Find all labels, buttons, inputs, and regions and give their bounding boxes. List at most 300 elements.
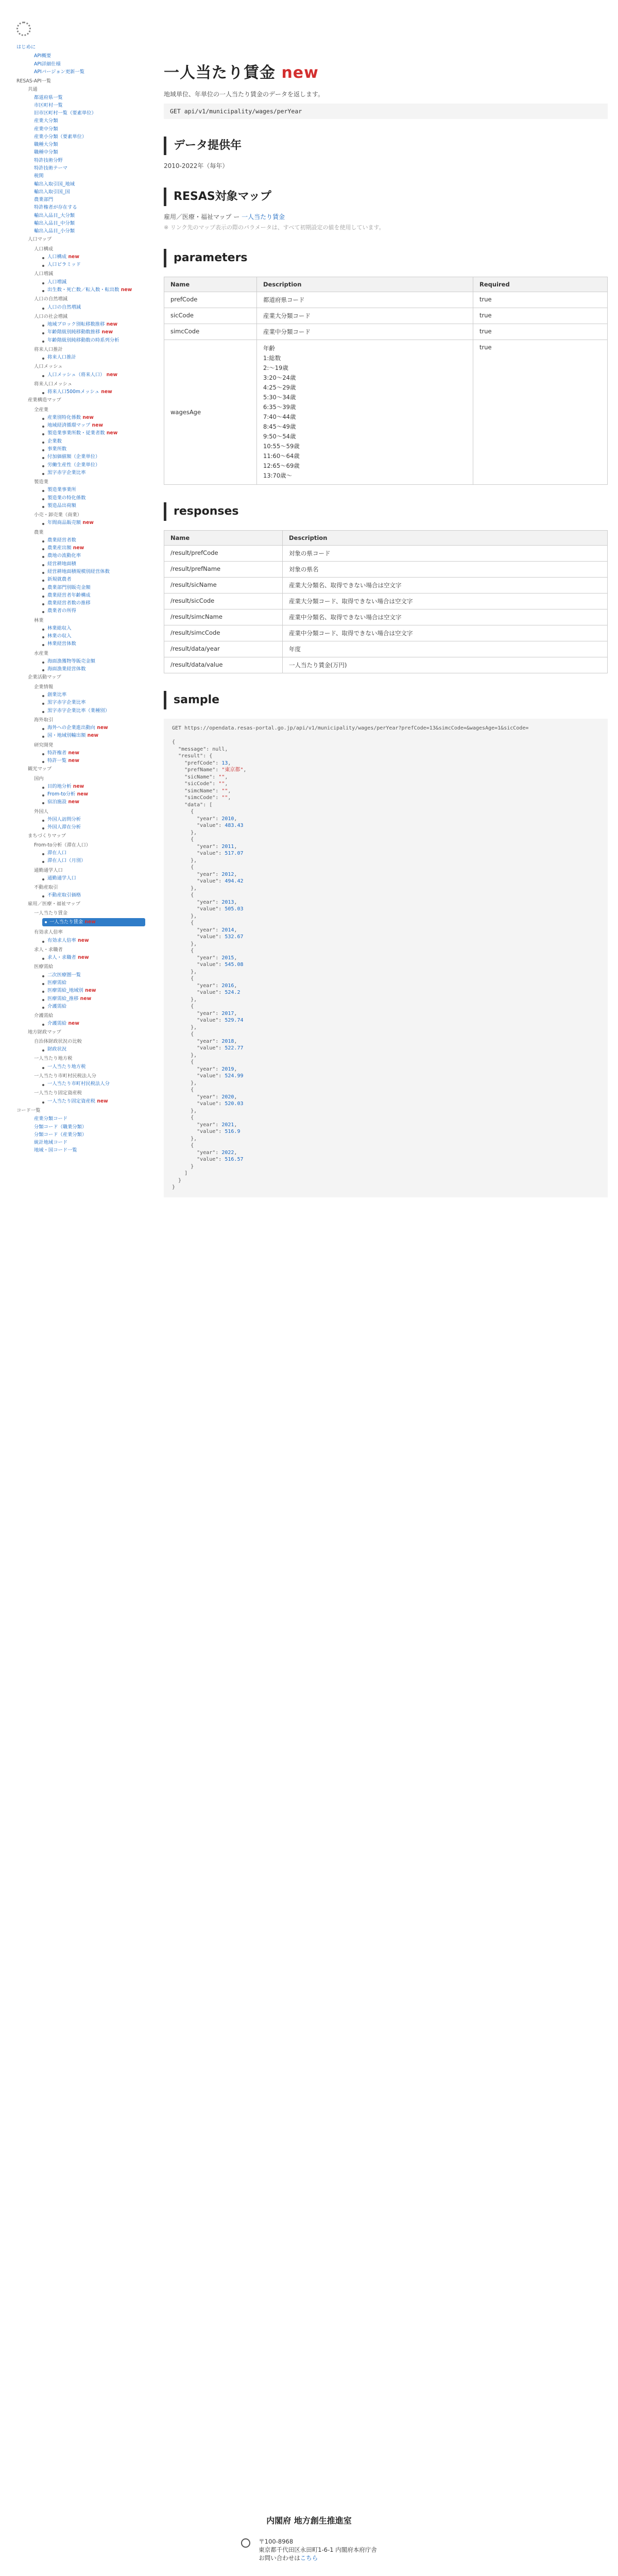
nav-link[interactable] — [42, 988, 149, 994]
nav-link[interactable] — [42, 725, 149, 731]
nav-label: 産業中分類 — [34, 126, 58, 132]
nav-label: 製造業事業所数・従業者数 — [47, 430, 105, 436]
nav-label: 将来人口メッシュ — [34, 381, 73, 387]
response-description: 対象の県名 — [283, 562, 608, 578]
year-text: 2010-2022年（毎年） — [164, 162, 229, 170]
nav-label: 一人当たり市町村民税法人分 — [34, 1073, 96, 1079]
nav-link[interactable] — [42, 918, 145, 926]
nav-label: 国・地域別輸出額 — [47, 733, 86, 739]
wages-age-option: 1:総数 — [263, 354, 281, 362]
response-row — [164, 594, 608, 609]
nav-link[interactable] — [34, 189, 149, 195]
nav-label: 職種大分類 — [34, 142, 58, 148]
nav-link[interactable] — [42, 1004, 149, 1010]
nav-link[interactable] — [42, 372, 149, 378]
nav-new-badge: new — [66, 758, 79, 764]
nav-label: 不動産取引 — [34, 885, 58, 891]
nav-label: 農地の流動化率 — [47, 553, 81, 559]
nav-link[interactable] — [42, 287, 149, 293]
nav-label: 創業比率 — [47, 691, 67, 698]
nav-label: 産業構造マップ — [28, 397, 61, 403]
nav-link[interactable] — [34, 221, 149, 227]
response-description: 産業大分類コード、取得できない場合は空文字 — [283, 594, 608, 609]
nav-link[interactable] — [34, 103, 149, 109]
nav-link[interactable] — [34, 1124, 149, 1130]
nav-label: 特許技術テーマ — [34, 165, 68, 171]
nav-label: 企業活動マップ — [28, 674, 61, 681]
wages-age-option: 4:25～29歳 — [263, 384, 296, 391]
new-badge: new — [281, 64, 319, 82]
nav-label: 製造業事業所 — [47, 487, 76, 493]
nav-label: 人口増減 — [34, 271, 54, 277]
nav-label: 企業情報 — [34, 684, 54, 690]
nav-section-heading — [34, 842, 149, 849]
nav-label: 将来人口推計 — [47, 354, 76, 361]
param-col-name: Name — [164, 277, 257, 292]
nav-section-heading — [34, 1039, 149, 1045]
nav-label: 黒字赤字企業比率 — [47, 469, 86, 476]
wages-age-option: 12:65～69歳 — [263, 462, 300, 469]
nav-label: 一人当たり地方税 — [47, 1063, 86, 1070]
response-name: /result/simcCode — [164, 625, 283, 641]
nav-label: 林業総収入 — [47, 625, 72, 631]
nav-link[interactable] — [42, 875, 149, 882]
wages-age-option: 5:30～34歳 — [263, 394, 296, 401]
nav-link[interactable] — [34, 134, 149, 140]
nav-link[interactable] — [42, 262, 149, 268]
sidebar — [0, 0, 154, 2452]
nav-new-badge: new — [81, 414, 94, 420]
nav-link[interactable] — [34, 197, 149, 203]
nav-label: 労働生産性（企業単位） — [47, 462, 100, 468]
nav-label: 人口マップ — [28, 236, 52, 243]
footer-contact-text: お問い合わせは — [259, 2554, 300, 2562]
nav-new-badge: new — [85, 733, 99, 739]
nav-link[interactable] — [42, 422, 149, 429]
response-row — [164, 578, 608, 594]
param-name: sicCode — [164, 308, 257, 324]
nav-link[interactable] — [34, 228, 149, 234]
nav-label: 特許権者 — [47, 750, 67, 756]
nav-label: 海面漁獲物等販売金額 — [47, 658, 95, 664]
nav-link[interactable] — [42, 784, 149, 790]
resas-logo-icon[interactable] — [16, 22, 31, 36]
param-description: 都道府県コード — [257, 292, 473, 308]
nav-new-badge: new — [100, 329, 113, 335]
footer-title: 内閣府 地方創生推進室 — [266, 2516, 352, 2526]
nav-label: 介護需給 — [34, 1013, 54, 1019]
nav-link[interactable] — [42, 577, 149, 583]
response-name: /result/simcName — [164, 609, 283, 625]
nav-section-heading — [28, 833, 149, 839]
response-name: /result/data/year — [164, 641, 283, 657]
nav-link[interactable] — [42, 658, 149, 665]
resas-map-link[interactable]: 一人当たり賃金 — [242, 213, 285, 221]
nav-link[interactable] — [42, 487, 149, 493]
nav-label: 産業小分類（要素単位） — [34, 133, 87, 140]
nav-label: コード一覧 — [16, 1108, 41, 1113]
nav-label: 黒字赤字企業比率 — [47, 700, 86, 706]
nav-label: API詳細仕様 — [34, 61, 61, 67]
footer-postal: 〒100-8968 — [259, 2538, 294, 2545]
nav-label: 地域経済循環マップ — [47, 422, 91, 429]
nav-link[interactable] — [34, 165, 149, 172]
nav-label: RESAS-API一覧 — [16, 78, 52, 84]
footer — [0, 2514, 618, 2576]
nav-link[interactable] — [16, 44, 149, 50]
nav-label: 一人当たり賃金 — [49, 919, 83, 925]
nav-link[interactable] — [42, 537, 149, 544]
nav-link[interactable] — [34, 53, 149, 59]
footer-address: 東京都千代田区永田町1-6-1 内閣府本府庁舎 — [259, 2546, 377, 2553]
nav-link[interactable] — [42, 625, 149, 632]
nav-section-heading — [34, 618, 149, 624]
nav-link[interactable] — [42, 1081, 149, 1087]
nav-label: 一人当たり地方税 — [34, 1056, 73, 1062]
wages-age-option: 10:55～59歳 — [263, 443, 300, 450]
nav-label: 将来人口推計 — [34, 346, 63, 352]
nav-link[interactable] — [42, 666, 149, 672]
nav-label: 通勤通学人口 — [47, 875, 76, 881]
response-row — [164, 609, 608, 625]
nav-label: 統計地域コード — [34, 1140, 68, 1146]
nav-link[interactable] — [42, 438, 149, 445]
nav-link[interactable] — [42, 708, 149, 714]
nav-section-heading — [34, 347, 149, 353]
nav-link[interactable] — [34, 205, 149, 211]
nav-label: 滞在人口（月別） — [47, 858, 86, 864]
wages-age-option: 9:50～54歳 — [263, 433, 296, 440]
nav-label: From-to分析（滞在人口） — [34, 842, 91, 848]
param-description — [257, 340, 473, 485]
footer-contact-link[interactable]: こちら — [300, 2554, 318, 2562]
nav-link[interactable] — [42, 354, 149, 361]
nav-link[interactable] — [42, 996, 149, 1002]
response-description: 一人当たり賃金(万円) — [283, 657, 608, 673]
param-row — [164, 340, 608, 485]
nav-new-badge: new — [78, 995, 92, 1002]
nav-label: 人口ピラミッド — [47, 262, 81, 268]
nav-link[interactable] — [42, 446, 149, 452]
nav-link[interactable] — [42, 799, 149, 805]
nav-link[interactable] — [42, 389, 149, 395]
nav-link[interactable] — [42, 592, 149, 599]
nav-link[interactable] — [42, 585, 149, 591]
nav-new-badge: new — [95, 1098, 108, 1104]
response-row — [164, 657, 608, 673]
nav-link[interactable] — [34, 1147, 149, 1154]
nav-link[interactable] — [42, 329, 149, 335]
nav-link[interactable] — [42, 545, 149, 551]
nav-new-badge: new — [119, 286, 132, 293]
nav-label: 経営耕地面積 — [47, 561, 76, 567]
nav-label: 求人・求職者 — [34, 946, 63, 953]
param-required: true — [473, 292, 608, 308]
nav-link[interactable] — [34, 1132, 149, 1138]
nav-label: 地域・国コード一覧 — [34, 1147, 77, 1154]
nav-label: 医療需給 — [47, 980, 67, 986]
nav-link[interactable] — [34, 69, 149, 75]
nav-link[interactable] — [42, 733, 149, 739]
nav-label: 農業者の所得 — [47, 608, 76, 614]
nav-section-heading — [34, 929, 149, 936]
nav-link[interactable] — [42, 520, 149, 526]
nav-new-badge: new — [99, 389, 112, 395]
nav-label: 特許一覧 — [47, 758, 67, 764]
nav-link[interactable] — [42, 641, 149, 647]
wages-age-option: 7:40～44歳 — [263, 413, 296, 420]
nav-section-heading — [34, 964, 149, 970]
nav-label: 滞在人口 — [47, 850, 67, 856]
sample-heading: sample — [164, 691, 608, 709]
nav-link[interactable] — [42, 955, 149, 961]
nav-section-heading — [34, 407, 149, 413]
nav-label: 輸出入品目_大分類 — [34, 212, 75, 218]
nav-new-badge: new — [90, 422, 104, 429]
response-row — [164, 641, 608, 657]
nav-section-heading — [28, 236, 149, 243]
nav-label: 全産業 — [34, 406, 48, 413]
param-row — [164, 308, 608, 324]
nav-link[interactable] — [42, 608, 149, 614]
nav-label: 農業部門別販売金額 — [47, 584, 91, 590]
nav-link[interactable] — [42, 972, 149, 978]
nav-label: 外国人 — [34, 808, 48, 815]
nav-link[interactable] — [42, 1046, 149, 1053]
nav-new-badge: new — [66, 1021, 79, 1027]
parameters-heading: parameters — [164, 249, 608, 267]
nav-link[interactable] — [34, 149, 149, 156]
nav-label: 企業数 — [47, 438, 62, 444]
nav-label: 出生数・死亡数／転入数・転出数 — [47, 286, 119, 293]
nav-label: はじめに — [16, 44, 36, 50]
response-name: /result/sicName — [164, 578, 283, 594]
wages-age-option: 6:35～39歳 — [263, 403, 296, 411]
param-row — [164, 324, 608, 340]
resas-map-prefix: 雇用／医療・福祉マップ ー — [164, 213, 242, 221]
nav-label: 農業経営者年齢構成 — [47, 592, 91, 598]
nav-label: 自治体財政状況の比較 — [34, 1038, 82, 1044]
parameters-body — [164, 292, 608, 485]
nav-link[interactable] — [42, 254, 149, 260]
nav-new-badge: new — [83, 919, 96, 925]
nav-link[interactable] — [34, 61, 149, 67]
nav-label: 輸出入品目_小分類 — [34, 228, 75, 234]
nav-section-heading — [34, 271, 149, 277]
param-col-description: Description — [257, 277, 473, 292]
nav-link[interactable] — [42, 700, 149, 706]
nav-label: 観光マップ — [28, 766, 52, 772]
nav-link[interactable] — [42, 750, 149, 756]
nav-link[interactable] — [34, 1116, 149, 1122]
nav-link[interactable] — [34, 110, 149, 116]
resas-map-heading: RESAS対象マップ — [164, 188, 608, 206]
nav-section-heading — [34, 512, 149, 518]
nav-label: 経営耕地面積規模別経営体数 — [47, 569, 110, 574]
wages-age-option: 8:45～49歳 — [263, 423, 296, 430]
nav-label: 人口の自然増減 — [47, 304, 81, 310]
nav-link[interactable] — [42, 824, 149, 831]
nav-link[interactable] — [42, 791, 149, 798]
nav-link[interactable] — [42, 569, 149, 575]
nav-label: 地方財政マップ — [28, 1029, 61, 1035]
response-row — [164, 562, 608, 578]
nav-label: 輸出入取引国_国 — [34, 189, 70, 195]
nav-section-heading — [34, 296, 149, 302]
nav-label: 介護需給 — [47, 1003, 67, 1009]
nav-label: 一人当たり市町村民税法人分 — [47, 1081, 110, 1087]
nav-link[interactable] — [42, 1098, 149, 1105]
nav-label: 林業の収入 — [47, 633, 72, 639]
nav-link[interactable] — [34, 213, 149, 219]
nav-section-heading — [34, 717, 149, 723]
nav-new-badge: new — [105, 430, 118, 436]
nav-new-badge: new — [105, 321, 118, 328]
nav-label: 年間商品販売額 — [47, 520, 81, 526]
nav-new-badge: new — [71, 783, 84, 789]
nav-label: 製造業の特化係数 — [47, 495, 86, 501]
nav-label: 新規就農者 — [47, 577, 72, 583]
response-description: 産業大分類名、取得できない場合は空文字 — [283, 578, 608, 594]
nav-section-heading — [34, 809, 149, 815]
nav-label: 事業所数 — [47, 446, 67, 452]
nav-label: 雇用／医療・福祉マップ — [28, 901, 80, 907]
nav-label: 人口の自然増減 — [34, 296, 68, 302]
nav-label: 分類コード（職業分類） — [34, 1124, 87, 1130]
nav-label: 医療需給_推移 — [47, 995, 79, 1002]
nav-link[interactable] — [42, 462, 149, 468]
nav-label: 医療需給_地域別 — [47, 988, 83, 994]
param-name: simcCode — [164, 324, 257, 340]
nav-section-heading — [34, 684, 149, 690]
nav-label: 医療需給 — [34, 964, 54, 970]
nav-label: 付加価値額（企業単位） — [47, 454, 100, 460]
main-content — [164, 0, 608, 2452]
nav-link[interactable] — [42, 758, 149, 764]
nav-link[interactable] — [42, 692, 149, 698]
nav-new-badge: new — [66, 253, 79, 260]
nav-label: 外国人滞在分析 — [47, 824, 81, 831]
nav-label: 人口メッシュ（将来人口） — [47, 371, 105, 378]
nav-label: 水産業 — [34, 650, 48, 656]
nav-label: 林業経営体数 — [47, 641, 76, 647]
nav-label: 農業経営者数 — [47, 537, 76, 543]
nav-label: 人口の社会増減 — [34, 313, 68, 319]
nav-link[interactable] — [42, 1021, 149, 1027]
nav-label: 研究開発 — [34, 742, 54, 748]
nav-label: 地域ブロック別転移数推移 — [47, 321, 105, 328]
nav-link[interactable] — [42, 600, 149, 606]
nav-label: 通勤通学人口 — [34, 867, 63, 873]
nav-link[interactable] — [34, 118, 149, 124]
nav-link[interactable] — [34, 158, 149, 164]
nav-link[interactable] — [42, 817, 149, 823]
nav-new-badge: new — [81, 520, 94, 526]
nav-link[interactable] — [42, 503, 149, 509]
nav-label: APIバージョン更新一覧 — [34, 69, 85, 75]
nav-label: 目的地分析 — [47, 783, 72, 789]
nav-label: 海外取引 — [34, 717, 54, 723]
param-col-required: Required — [473, 277, 608, 292]
nav-link[interactable] — [34, 173, 149, 179]
nav-link[interactable] — [42, 495, 149, 501]
nav-link[interactable] — [42, 337, 149, 344]
response-description: 対象の県コード — [283, 546, 608, 562]
param-row — [164, 292, 608, 308]
nav-label: 輸出入取引国_地域 — [34, 181, 75, 187]
api-description: 地域単位、年単位の一人当たり賃金のデータを返します。 — [164, 91, 324, 98]
nav-new-badge: new — [105, 371, 118, 378]
nav-link[interactable] — [42, 850, 149, 856]
param-required: true — [473, 308, 608, 324]
nav-label: 旧市区町村一覧（要素単位） — [34, 110, 96, 116]
nav-label: 税関 — [34, 173, 44, 179]
nav-link[interactable] — [42, 279, 149, 285]
nav-section-heading — [34, 1073, 149, 1079]
nav-label: 農業産出額 — [47, 545, 72, 551]
nav-link[interactable] — [42, 980, 149, 986]
nav-link[interactable] — [42, 938, 149, 944]
nav-link[interactable] — [42, 454, 149, 460]
sidebar-nav — [12, 44, 149, 1154]
nav-label: 農業部門 — [34, 197, 54, 203]
nav-label: 介護需給 — [47, 1021, 67, 1027]
nav-link[interactable] — [42, 633, 149, 639]
page-title-text: 一人当たり賃金 — [164, 64, 276, 82]
nav-link[interactable] — [42, 321, 149, 328]
nav-label: 分類コード（産業分類） — [34, 1131, 87, 1138]
nav-link[interactable] — [42, 553, 149, 559]
nav-label: 一人当たり固定資産税 — [47, 1098, 95, 1104]
nav-link[interactable] — [34, 1140, 149, 1146]
nav-section-heading — [34, 246, 149, 252]
nav-label: 製造業 — [34, 479, 48, 485]
page-title — [164, 60, 608, 82]
nav-link[interactable] — [34, 126, 149, 132]
param-name: prefCode — [164, 292, 257, 308]
nav-label: 産業別特化係数 — [47, 414, 81, 420]
nav-section-heading — [34, 947, 149, 953]
wages-age-option: 11:60～64歳 — [263, 452, 300, 460]
responses-header-row — [164, 531, 608, 546]
nav-link[interactable] — [42, 892, 149, 899]
nav-link[interactable] — [42, 858, 149, 864]
wages-age-option: 13:70歳～ — [263, 472, 293, 479]
response-name: /result/data/value — [164, 657, 283, 673]
nav-link[interactable] — [42, 470, 149, 476]
nav-label: 人口構成 — [47, 253, 67, 260]
nav-link[interactable] — [34, 142, 149, 148]
nav-link[interactable] — [34, 95, 149, 101]
nav-label: 年齢階級別純移動数の時系列分析 — [47, 337, 119, 343]
nav-new-badge: new — [76, 937, 89, 943]
nav-label: 人口メッシュ — [34, 364, 63, 370]
nav-section-heading — [28, 87, 149, 93]
nav-link[interactable] — [42, 415, 149, 421]
nav-label: 林業 — [34, 617, 44, 623]
resp-col-description: Description — [283, 531, 608, 546]
nav-label: 黒字赤字企業比率（業種別） — [47, 707, 110, 714]
nav-link[interactable] — [42, 304, 149, 311]
nav-label: 海面漁業経営体数 — [47, 666, 86, 672]
nav-section-heading — [28, 1029, 149, 1036]
nav-link[interactable] — [42, 561, 149, 567]
nav-label: 農業 — [34, 529, 44, 535]
nav-link[interactable] — [34, 181, 149, 188]
nav-link[interactable] — [42, 430, 149, 436]
nav-link[interactable] — [42, 1064, 149, 1070]
nav-label: 有効求人倍率 — [47, 937, 76, 943]
